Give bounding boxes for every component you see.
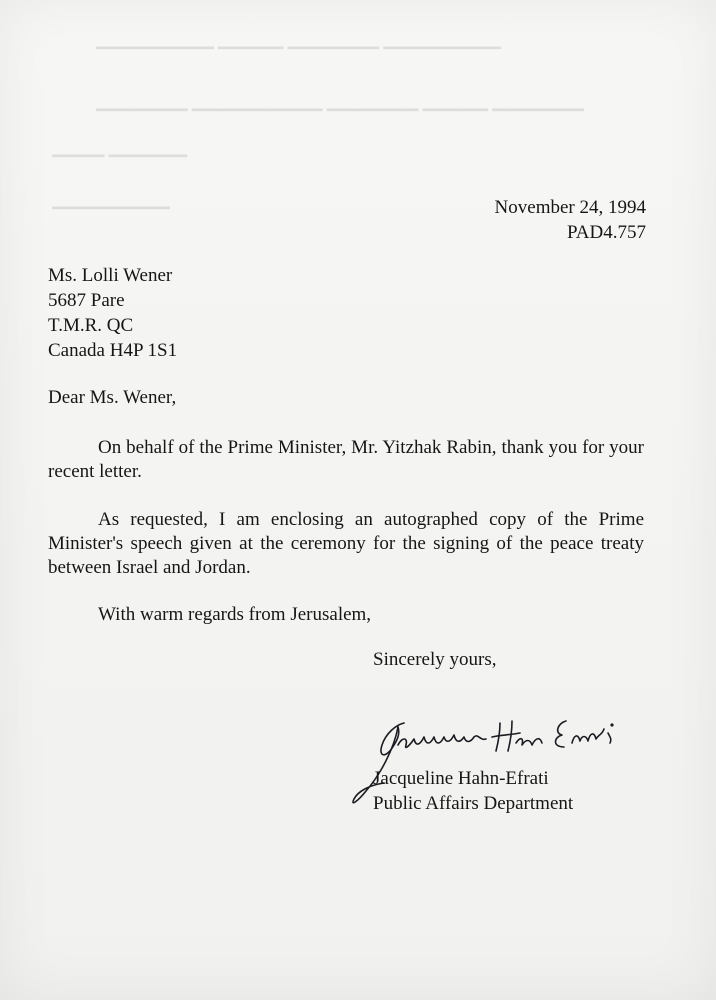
body-paragraph-1: On behalf of the Prime Minister, Mr. Yitzhak Rabin, thank you for your recent letter.: [48, 437, 644, 482]
recipient-city: T.M.R. QC: [48, 315, 134, 336]
recipient-street: 5687 Pare: [48, 290, 125, 311]
salutation: Dear Ms. Wener,: [48, 387, 177, 408]
signer-name: Jacqueline Hahn-Efrati: [373, 768, 549, 789]
recipient-name: Ms. Lolli Wener: [48, 265, 173, 286]
bleed-through-text: ▁▁▁▁ ▁▁▁▁▁▁: [52, 138, 187, 157]
bleed-through-text: ▁▁▁▁▁▁▁▁▁ ▁▁▁▁▁ ▁▁▁▁▁▁▁ ▁▁▁▁▁▁▁▁▁: [96, 30, 501, 49]
letter-reference: PAD4.757: [566, 222, 646, 243]
body-paragraph-3: With warm regards from Jerusalem,: [98, 604, 372, 625]
bleed-through-text: ▁▁▁▁▁▁▁ ▁▁▁▁▁▁▁▁▁▁ ▁▁▁▁▁▁▁ ▁▁▁▁▁ ▁▁▁▁▁▁▁: [96, 92, 584, 111]
letter-date: November 24, 1994: [494, 197, 646, 218]
recipient-country-postal: Canada H4P 1S1: [48, 340, 178, 361]
body-paragraph-2: As requested, I am enclosing an autographed copy of the Prime Minister's speech given at the ceremony for the signing of the peace treaty between Israel and Jordan.: [48, 509, 644, 578]
closing: Sincerely yours,: [373, 649, 497, 670]
bleed-through-text: ▁▁▁▁▁▁▁▁▁: [52, 190, 170, 209]
signer-department: Public Affairs Department: [373, 793, 574, 814]
